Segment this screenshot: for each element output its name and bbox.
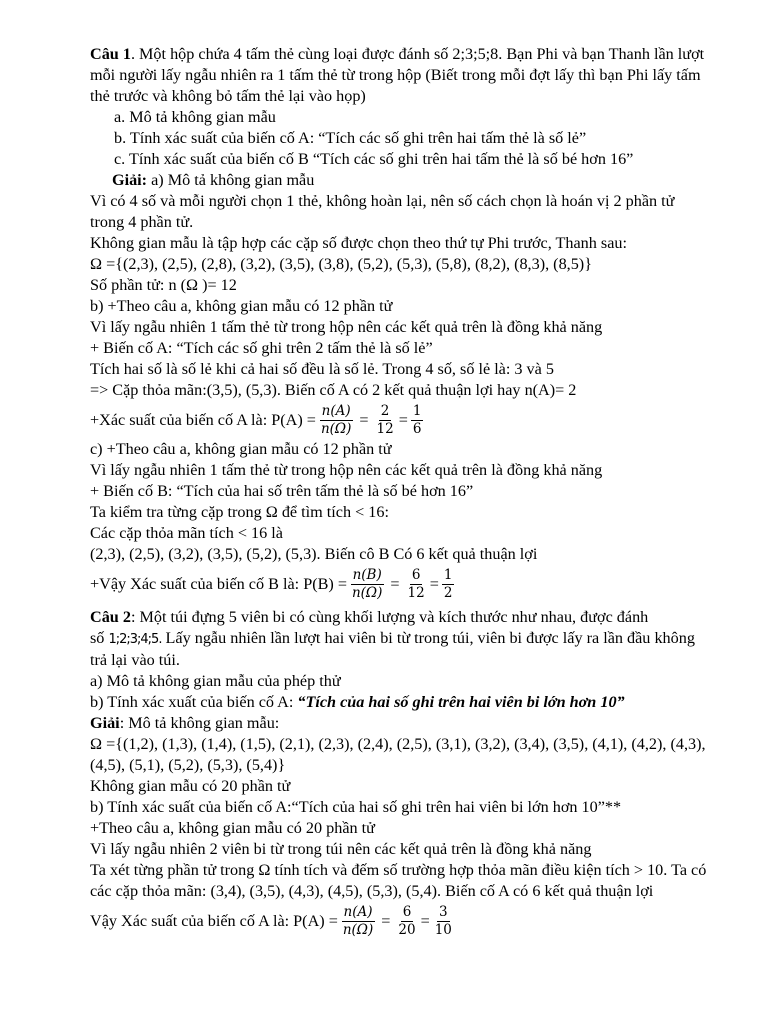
fraction: $\frac{6}{12}$: [407, 566, 425, 601]
solution-2b-paragraph: Ta xét từng phần tử trong Ω tính tích và đếm số trường hợp thỏa mãn điều kiện tích > 10. Ta có các cặp thỏa mãn: (3,4), (3,5), (4,3), (4,5), (5,3), (5,4). Biến cố A có 6 kết quả thuận lợi: [90, 861, 707, 900]
solution-1-heading: Giải: a) Mô tả không gian mẫu: [112, 171, 315, 189]
fraction: $\frac{1}{2}$: [443, 566, 453, 601]
fraction: $\frac{n(B)}{n(\Omega)}$: [351, 566, 383, 601]
fraction: $\frac{6}{20}$: [398, 903, 416, 938]
sample-space-2-count: Không gian mẫu có 20 phần tử: [90, 777, 291, 795]
solution-1c-line: Các cặp thỏa mãn tích < 16 là: [90, 524, 283, 542]
solution-1c-line: Vì lấy ngẫu nhiên 1 tấm thẻ từ trong hộp nên các kết quả trên là đồng khả năng: [90, 461, 603, 479]
solution-1-paragraph: Vì có 4 số và mỗi người chọn 1 thẻ, không hoàn lại, nên số cách chọn là hoán vị 2 phần tử trong 4 phần tử.: [90, 192, 675, 231]
solution-1c-line: + Biến cố B: “Tích của hai số trên tấm thẻ là số bé hơn 16”: [90, 482, 474, 500]
fraction: $\frac{3}{10}$: [434, 903, 452, 938]
fraction: $\frac{1}{6}$: [412, 402, 422, 437]
probability-formula-1b: +Vậy Xác suất của biến cố B là: P(B) = $\frac{n(B)}{n(\Omega)}$ = $\frac{6}{12}$ = $\frac{1}{2}$: [90, 566, 453, 601]
solution-2b-line: Vì lấy ngẫu nhiên 2 viên bi từ trong túi nên các kết quả trên là đồng khả năng: [90, 840, 592, 858]
solution-1b-line: b) +Theo câu a, không gian mẫu có 12 phần tử: [90, 297, 393, 315]
question-2-part-a: a) Mô tả không gian mẫu của phép thử: [90, 672, 341, 690]
question-1-part-a: a. Mô tả không gian mẫu: [114, 108, 276, 126]
sample-space-1: Ω ={(2,3), (2,5), (2,8), (3,2), (3,5), (3,8), (5,2), (5,3), (5,8), (8,2), (8,3), (8,5)}: [90, 255, 592, 273]
question-2-title: Câu 2: [90, 608, 131, 626]
solution-1c-line: Ta kiểm tra từng cặp trong Ω để tìm tích < 16:: [90, 503, 389, 521]
question-2-part-b: b) Tính xác xuất của biến cố A: “Tích của hai số ghi trên hai viên bi lớn hơn 10”: [90, 693, 625, 711]
fraction: $\frac{2}{12}$: [376, 402, 394, 437]
sample-space-2: Ω ={(1,2), (1,3), (1,4), (1,5), (2,1), (2,3), (2,4), (2,5), (3,1), (3,2), (3,4), (3,5), (4,1), (4,2), (4,3), (4,5), (5,1), (5,2), (5,3), (5,4)}: [90, 735, 706, 774]
solution-2-heading: Giải: Mô tả không gian mẫu:: [90, 714, 280, 732]
solution-1c-line: c) +Theo câu a, không gian mẫu có 12 phần tử: [90, 440, 392, 458]
fraction: $\frac{n(A)}{n(\Omega)}$: [342, 903, 374, 938]
question-1-intro: Câu 1. Một hộp chứa 4 tấm thẻ cùng loại được đánh số 2;3;5;8. Bạn Phi và bạn Thanh lần lượt mỗi người lấy ngẫu nhiên ra 1 tấm thẻ từ trong hộp (Biết trong mỗi đợt lấy thì bạn Phi lấy tấm thẻ trước và không bỏ tấm thẻ lại vào họp): [90, 45, 705, 105]
question-1-title: Câu 1: [90, 45, 131, 63]
solution-2b-line: b) Tính xác suất của biến cố A:“Tích của hai số ghi trên hai viên bi lớn hơn 10”**: [90, 798, 622, 816]
probability-formula-2: Vậy Xác suất của biến cố A là: P(A) = $\frac{n(A)}{n(\Omega)}$ = $\frac{6}{20}$ = $\frac{3}{10}$: [90, 903, 452, 938]
solution-1b-line: Vì lấy ngẫu nhiên 1 tấm thẻ từ trong hộp nên các kết quả trên là đồng khả năng: [90, 318, 603, 336]
solution-1b-line: Tích hai số là số lẻ khi cả hai số đều là số lẻ. Trong 4 số, số lẻ là: 3 và 5: [90, 360, 554, 378]
question-1-part-b: b. Tính xác suất của biến cố A: “Tích các số ghi trên hai tấm thẻ là số lẻ”: [114, 129, 587, 147]
question-2-intro: Câu 2: Một túi đựng 5 viên bi có cùng khối lượng và kích thước như nhau, được đánh: [90, 608, 649, 626]
sample-space-1-count: Số phần tử: n (Ω )= 12: [90, 276, 237, 294]
solution-1-text: Không gian mẫu là tập hợp các cặp số được chọn theo thứ tự Phi trước, Thanh sau:: [90, 234, 627, 252]
solution-1b-line: + Biến cố A: “Tích các số ghi trên 2 tấm thẻ là số lẻ”: [90, 339, 433, 357]
solution-2b-line: +Theo câu a, không gian mẫu có 20 phần tử: [90, 819, 375, 837]
question-1-part-c: c. Tính xác suất của biến cố B “Tích các số ghi trên hai tấm thẻ là số bé hơn 16”: [114, 150, 634, 168]
fraction: $\frac{n(A)}{n(\Omega)}$: [320, 402, 352, 437]
solution-1c-line: (2,3), (2,5), (3,2), (3,5), (5,2), (5,3). Biến cô B Có 6 kết quả thuận lợi: [90, 545, 538, 563]
question-2-intro-cont: số 1;2;3;4;5. Lấy ngẫu nhiên lần lượt hai viên bi từ trong túi, viên bi được lấy ra lần đầu không trả lại vào túi.: [90, 629, 695, 669]
solution-1b-line: => Cặp thỏa mãn:(3,5), (5,3). Biến cố A có 2 kết quả thuận lợi hay n(A)= 2: [90, 381, 577, 399]
probability-formula-1a: +Xác suất của biến cố A là: P(A) = $\frac{n(A)}{n(\Omega)}$ = $\frac{2}{12}$ = $\frac{1}{6}$: [90, 402, 422, 437]
